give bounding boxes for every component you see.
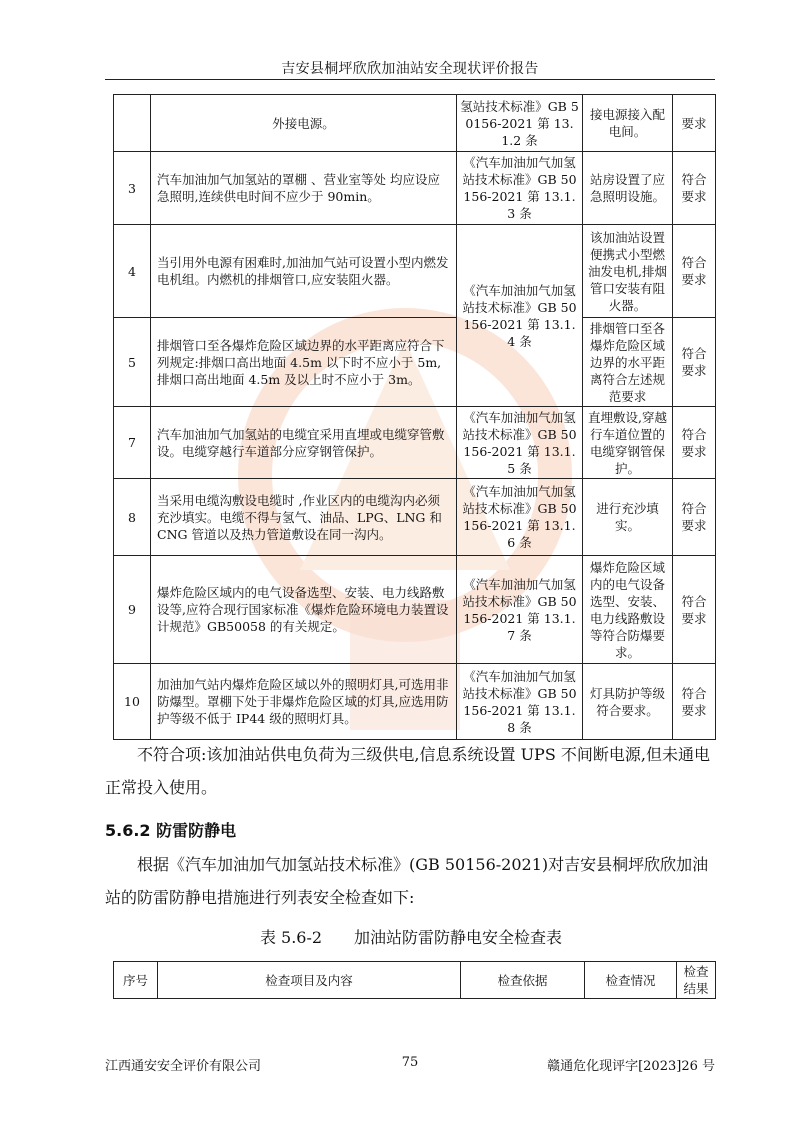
column-header: 检查依据 [461,962,585,999]
check-status: 直埋敷设,穿越行车道位置的电缆穿钢管保护。 [583,407,673,479]
check-basis: 《汽车加油加气加氢站技术标准》GB 50156-2021 第 13.1.6 条 [457,479,583,556]
check-status: 爆炸危险区域内的电气设备选型、安装、电力线路敷设等符合防爆要求。 [583,556,673,664]
check-result: 符合要求 [673,152,716,225]
page-number: 75 [401,1055,419,1070]
check-result: 符合要求 [673,225,716,318]
check-item: 汽车加油加气加氢站的电缆宜采用直埋或电缆穿管敷设。电缆穿越行车道部分应穿钢管保护。 [151,407,457,479]
check-basis: 《汽车加油加气加氢站技术标准》GB 50156-2021 第 13.1.4 条 [457,225,583,407]
check-basis: 氢站技术标准》GB 50156-2021 第 13.1.2 条 [457,95,583,152]
row-number [114,95,151,152]
check-item: 当引用外电源有困难时,加油加气站可设置小型内燃发电机组。内燃机的排烟管口,应安装阻火器。 [151,225,457,318]
row-number: 10 [114,664,151,740]
table-row [114,225,716,318]
check-basis: 《汽车加油加气加氢站技术标准》GB 50156-2021 第 13.1.3 条 [457,152,583,225]
check-result: 符合要求 [673,556,716,664]
footer-report-id: 赣通危化现评字[2023]26 号 [547,1059,715,1074]
check-status: 进行充沙填实。 [583,479,673,556]
check-basis: 《汽车加油加气加氢站技术标准》GB 50156-2021 第 13.1.5 条 [457,407,583,479]
column-header: 检查项目及内容 [158,962,461,999]
table-row [114,479,716,556]
check-item: 加油加气站内爆炸危险区域以外的照明灯具,可选用非防爆型。罩棚下处于非爆炸危险区域的灯具,应选用防护等级不低于 IP44 级的照明灯具。 [151,664,457,740]
table-row [114,407,716,479]
check-result: 要求 [673,95,716,152]
check-result: 符合要求 [673,318,716,407]
intro-paragraph: 根据《汽车加油加气加氢站技术标准》(GB 50156-2021)对吉安县桐坪欣欣加油站的防雷防静电措施进行列表安全检查如下: [105,855,709,907]
check-status: 灯具防护等级符合要求。 [583,664,673,740]
table-row [114,318,716,407]
lightning-check-table [113,961,716,999]
electrical-check-table [113,94,716,740]
check-item: 汽车加油加气加氢站的罩棚 、营业室等处 均应设应急照明,连续供电时间不应少于 90min。 [151,152,457,225]
section-heading: 5.6.2 防雷防静电 [105,821,237,840]
header-divider [105,79,715,80]
row-number: 7 [114,407,151,479]
row-number: 9 [114,556,151,664]
table-header-row [114,962,716,999]
check-status: 站房设置了应急照明设施。 [583,152,673,225]
table-row [114,152,716,225]
check-item: 爆炸危险区域内的电气设备选型、安装、电力线路敷设等,应符合现行国家标准《爆炸危险环境电力装置设计规范》GB50058 的有关规定。 [151,556,457,664]
check-status: 该加油站设置便携式小型燃油发电机,排烟管口安装有阻火器。 [583,225,673,318]
table-row [114,95,716,152]
check-basis: 《汽车加油加气加氢站技术标准》GB 50156-2021 第 13.1.8 条 [457,664,583,740]
table-row [114,556,716,664]
check-status: 接电源接入配电间。 [583,95,673,152]
noncompliance-paragraph: 不符合项:该加油站供电负荷为三级供电,信息系统设置 UPS 不间断电源,但未通电正常投入使用。 [105,745,710,797]
row-number: 4 [114,225,151,318]
column-header: 检查结果 [677,962,716,999]
check-basis: 《汽车加油加气加氢站技术标准》GB 50156-2021 第 13.1.7 条 [457,556,583,664]
check-result: 符合要求 [673,407,716,479]
check-result: 符合要求 [673,664,716,740]
check-item: 当采用电缆沟敷设电缆时 ,作业区内的电缆沟内必须充沙填实。电缆不得与氢气、油品、LPG、LNG 和 CNG 管道以及热力管道敷设在同一沟内。 [151,479,457,556]
check-item: 外接电源。 [151,95,457,152]
row-number: 3 [114,152,151,225]
column-header: 序号 [114,962,158,999]
footer-company: 江西通安安全评价有限公司 [105,1059,262,1074]
check-item: 排烟管口至各爆炸危险区域边界的水平距离应符合下列规定:排烟口高出地面 4.5m 以下时不应小于 5m,排烟口高出地面 4.5m 及以上时不应小于 3m。 [151,318,457,407]
page-header: 吉安县桐坪欣欣加油站安全现状评价报告 [281,61,539,77]
row-number: 5 [114,318,151,407]
column-header: 检查情况 [585,962,677,999]
table-caption: 表 5.6-2 加油站防雷防静电安全检查表 [259,928,563,947]
check-status: 排烟管口至各爆炸危险区域边界的水平距离符合左述规范要求 [583,318,673,407]
table-row [114,664,716,740]
row-number: 8 [114,479,151,556]
check-result: 符合要求 [673,479,716,556]
